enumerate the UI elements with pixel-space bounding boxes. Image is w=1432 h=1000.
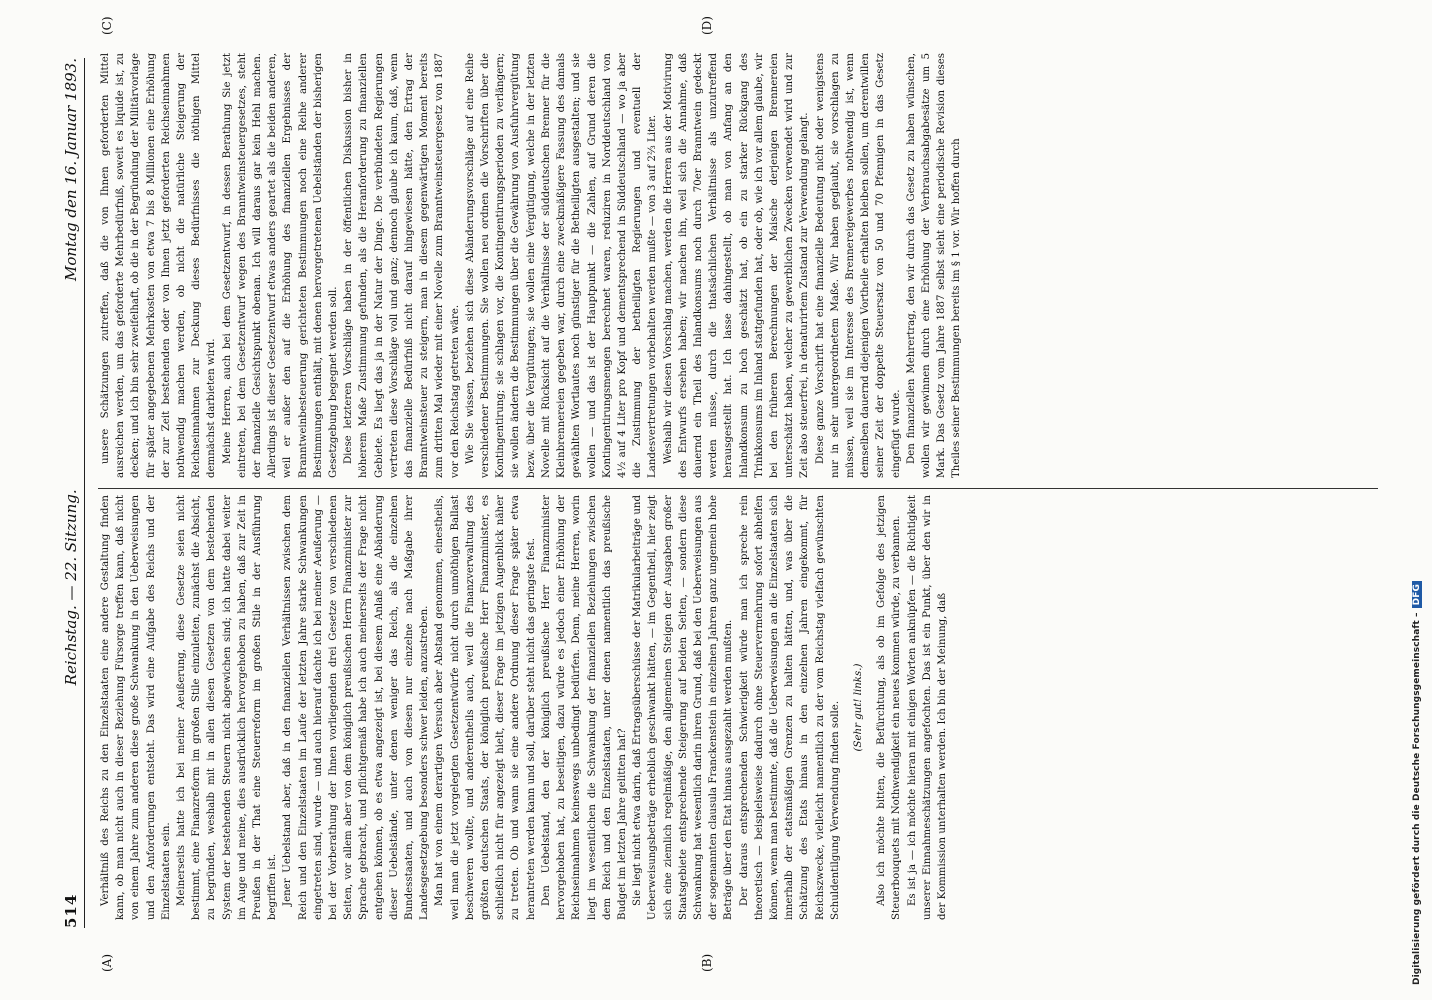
- paragraph: Den finanziellen Mehrertrag, den wir durch das Gesetz zu haben wünschen, wollen wir gewinnen durch eine Erhöhung der Verbrauchsabgabesätze um 5 Mark. Das Gesetz vom Jahre 1887 selbst sieht eine periodische Revision dieses Theiles seiner Bestimmungen bereits im § 1 vor. Wir hoffen durch: [905, 53, 963, 478]
- digitization-credit: [1412, 581, 1422, 985]
- paragraph: unsere Schätzungen zutreffen, daß die von Ihnen geforderten Mittel ausreichen werden, um das geforderte Mehrbedürfniß, soweit es liquide ist, zu decken; und ich bin sehr zweifelhaft, ob die in der Begründung der Militärvorlage für später angegebenen Mehrkosten von etwa 7 bis 8 Millionen eine Erhöhung der zur Zeit bestehenden oder von Ihnen jetzt geforderten Reichseinnahmen nothwendig machen werden, ob nicht die natürliche Steigerung der Reichseinnahmen zur Deckung dieses Bedürfnisses die nöthigen Mittel demnächst darbieten wird.: [100, 53, 218, 478]
- paragraph: Sie liegt nicht etwa darin, daß Ertragsüberschüsse der Matrikularbeiträge und Ueberweisungsbeträge erheblich geschwankt hätten, — im Gegentheil, hier zeigt sich eine ziemlich regelmäßige, den allgemeinen Steigen der Ausgaben großer Staatsgebiete entsprechende Steigerung auf beiden Seiten, — sondern diese Schwankung hat wesentlich darin ihren Grund, daß bei den Ueberweisungen aus der sogenannten clausula Franckenstein in einzelnen Jahren ganz ungemein hohe Beträge über den Etat hinaus ausgezahlt werden mußten.: [632, 495, 735, 920]
- session-date: Montag den 16. Januar 1893.: [62, 58, 80, 282]
- paragraph: Verhältniß des Reichs zu den Einzelstaaten eine andere Gestaltung finden kann, ob man nicht auch in dieser Beziehung Fürsorge treffen kann, daß nicht von einem Jahre zum anderen diese große Schwankung in den Ueberweisungen und den Anforderungen entsteht. Das wird eine Aufgabe des Reichs und der Einzelstaaten sein.: [100, 495, 172, 920]
- paragraph: Man hat von einem derartigen Versuch aber Abstand genommen, einestheils, weil man die jetzt vorgelegten Gesetzentwürfe nicht durch unnöthigen Ballast beschweren wollte, und anderentheils auch, weil die Finanzverwaltung des größten deutschen Staats, der königlich preußische Herr Finanzminister, es schließlich nicht für angezeigt hielt, dieser Frage im jetzigen Augenblick näher zu treten. Ob und wann sie eine andere Ordnung dieser Frage später etwa herantreten werden kann und soll, darüber steht nicht das geringste fest.: [434, 495, 537, 920]
- paragraph: Wie Sie wissen, beziehen sich diese Abänderungsvorschläge auf eine Reihe verschiedener Bestimmungen. Sie wollen neu ordnen die Vorschriften über die Kontingentirung; sie schlagen vor, die Kontingentirungsperioden zu verlängern; sie wollen ändern die Bestimmungen über die Gewährung von Ausfuhrvergütung bezw. über die Vergütungen; sie wollen eine Vergütigung, welche in der letzten Novelle mit Rücksicht auf die Verhältnisse der süddeutschen Brenner für die Kleinbrennereien gegeben war, durch eine zweckmäßigere Fassung des damals gewählten Wortlautes noch günstiger für die Betheiligten ausgestalten; und sie wollen — und das ist der Hauptpunkt — die Zahlen, auf Grund deren die Kontingentirungsmengen berechnet waren, reduziren in Norddeutschland von 4½ auf 4 Liter pro Kopf und dementsprechend in Süddeutschland — wo ja aber die Zustimmung der betheiligten Regierungen und eventuell der Landesvertretungen vorbehalten werden mußte — von 3 auf 2⅔ Liter.: [464, 53, 659, 478]
- paragraph: Jener Uebelstand aber, daß in den finanziellen Verhältnissen zwischen dem Reich und den Einzelstaaten im Laufe der letzten Jahre starke Schwankungen eingetreten sind, wurde — und auch hierauf dachte ich bei meiner Aeußerung — bei der Vorberathung der Ihnen vorliegenden drei Gesetze von verschiedenen Seiten, vor allem aber von dem königlich preußischen Herrn Finanzminister zur Sprache gebracht, und pflichtgemäß habe ich auch meinerseits der Frage nicht entgehen können, ob es etwa angezeigt ist, bei diesem Anlaß eine Abänderung dieser Uebelstände, unter denen weniger das Reich, als die einzelnen Bundesstaaten, und auch von diesen nur einzelne nach Maßgabe ihrer Landesgesetzgebung besonders schwer leiden, anzustreben.: [282, 495, 431, 920]
- paragraph: Es ist ja — ich möchte hieran mit einigen Worten anknüpfen — die Richtigkeit unserer Einnahmeschätzungen angefochten. Das ist ein Punkt, über den wir in der Kommission unterhalten werden. Ich bin der Meinung, daß: [906, 495, 948, 920]
- margin-marker-c: (C): [100, 16, 114, 35]
- credit-text: Digitalisierung gefördert durch die Deutsche Forschungsgemeinschaft –: [1412, 612, 1422, 985]
- margin-marker-a: (A): [100, 953, 114, 972]
- running-header: [62, 58, 85, 928]
- paragraph: Der daraus entsprechenden Schwierigkeit würde man ich spreche rein theoretisch — beispielsweise dadurch ohne Steuervermehrung sofort abhelfen können, wenn man bestimmte, daß die Ueberweisungen an die Einzelstaaten sich innerhalb der etatsmäßigen Grenzen zu halten hätten, und, was über die Schätzung des Etats hinaus in den einzelnen Jahren eingekommt, für Reichszwecke, vielleicht namentlich zu der vom Reichstag vielfach gewünschten Schuldentilgung Verwendung finden solle.: [738, 495, 841, 920]
- paragraph: Weshalb wir diesen Vorschlag machen, werden die Herren aus der Motivirung des Entwurfs ersehen haben; wir machen ihn, weil sich die Annahme, daß dauernd ein Theil des Inlandkonsums noch durch 70er Branntwein gedeckt werden müsse, durch die thatsächlichen Verhältnisse als unzutreffend herausgestellt hat. Ich lasse dahingestellt, ob man von Anfang an den Inlandkonsum zu hoch geschätzt hat, ob ein zu starker Rückgang des Trinkkonsums im Inland stattgefunden hat, oder ob, wie ich vor allem glaube, wir bei den früheren Berechnungen der Maische derjenigen Brennereien unterschätzt haben, welcher zu gewerblichen Zwecken verwendet wird und zur Zeit also steuerfrei, in denaturirtem Zustand zur Verwendung gelangt.: [662, 53, 811, 478]
- page-number: 514: [62, 893, 80, 928]
- dfg-logo: DFG: [1412, 581, 1422, 608]
- left-column: [98, 495, 1378, 920]
- paragraph: Diese letzteren Vorschläge haben in der öffentlichen Diskussion bisher in höherem Maße Zustimmung gefunden, als die Heranforderung zu finanziellen Gebiete. Es liegt das ja in der Natur der Dinge. Die verbündeten Regierungen vertreten diese Vorschläge voll und ganz; dennoch glaube ich kaum, daß, wenn das finanzielle Bedürfniß nicht darauf hingewiesen hätte, den Ertrag der Branntweinsteuer zu steigern, man in diesem gegenwärtigen Moment bereits zum dritten Mal wieder mit einer Novelle zum Branntweinsteuergesetz von 1887 vor den Reichstag getreten wäre.: [343, 53, 461, 478]
- paragraph: Meine Herren, auch bei dem Gesetzentwurf, in dessen Berathung Sie jetzt eintreten, bei dem Gesetzentwurf wegen des Branntweinsteuergesetzes, steht der finanzielle Gesichtspunkt obenan. Ich will daraus gar kein Hehl machen. Allerdings ist dieser Gesetzentwurf etwas anders geartet als die beiden anderen, weil er außer den auf die Erhöhung des finanziellen Ergebnisses der Branntweinbesteuerung gerichteten Bestimmungen noch eine Reihe anderer Bestimmungen enthält, mit denen hervorgetretenen Uebelständen der bisherigen Gesetzgebung begegnet werden soll.: [221, 53, 340, 478]
- column-divider: [98, 488, 1378, 489]
- paragraph: Also ich möchte bitten, die Befürchtung, als ob im Gefolge des jetzigen Steuerbouquets mit Nothwendigkeit ein neues kommen würde, zu verbannen.: [876, 495, 903, 920]
- right-column: [98, 53, 1378, 478]
- paragraph: Meinerseits hatte ich bei meiner Aeußerung, diese Gesetze seien nicht bestimmt, eine Finanzreform im großen Stile einzuleiten, zunächst die Absicht, zu begründen, weshalb mit in allen diesen Gesetzen von dem bestehenden System der bestehenden Steuern nicht abgewichen sind; ich hatte dabei weiter im Auge und meine, dies ausdrücklich hervorgehoben zu haben, daß zur Zeit in Preußen in der That eine Steuerreform im großen Stile in der Ausführung begriffen ist.: [176, 495, 279, 920]
- session-title: Reichstag. — 22. Sitzung.: [62, 489, 80, 686]
- margin-marker-d: (D): [700, 16, 714, 35]
- interjection: (Sehr gut! links.): [852, 663, 864, 752]
- paragraph: Diese ganze Vorschrift hat eine finanzielle Bedeutung nicht oder wenigstens nur in sehr untergeordnetem Maße. Wir haben geglaubt, sie vorschlagen zu müssen, weil sie im Interesse des Brennereigewerbes nothwendig ist, wenn demselben dauernd diejenigen Vortheile erhalten bleiben sollen, um derentwillen seiner Zeit der doppelte Steuersatz von 50 und 70 Pfennigen in das Gesetz eingefügt wurde.: [814, 53, 902, 478]
- paragraph: Den Uebelstand, den der königlich preußische Herr Finanzminister hervorgehoben hat, zu beseitigen, dazu würde es jedoch einer Erhöhung der Reichseinnahmen keineswegs unbedingt bedürfen. Denn, meine Herren, worin liegt im wesentlichen die Schwankung der finanziellen Beziehungen zwischen dem Reich und den Einzelstaaten, unter denen namentlich das preußische Budget im letzten Jahre gelitten hat?: [540, 495, 628, 920]
- margin-marker-b: (B): [700, 953, 714, 972]
